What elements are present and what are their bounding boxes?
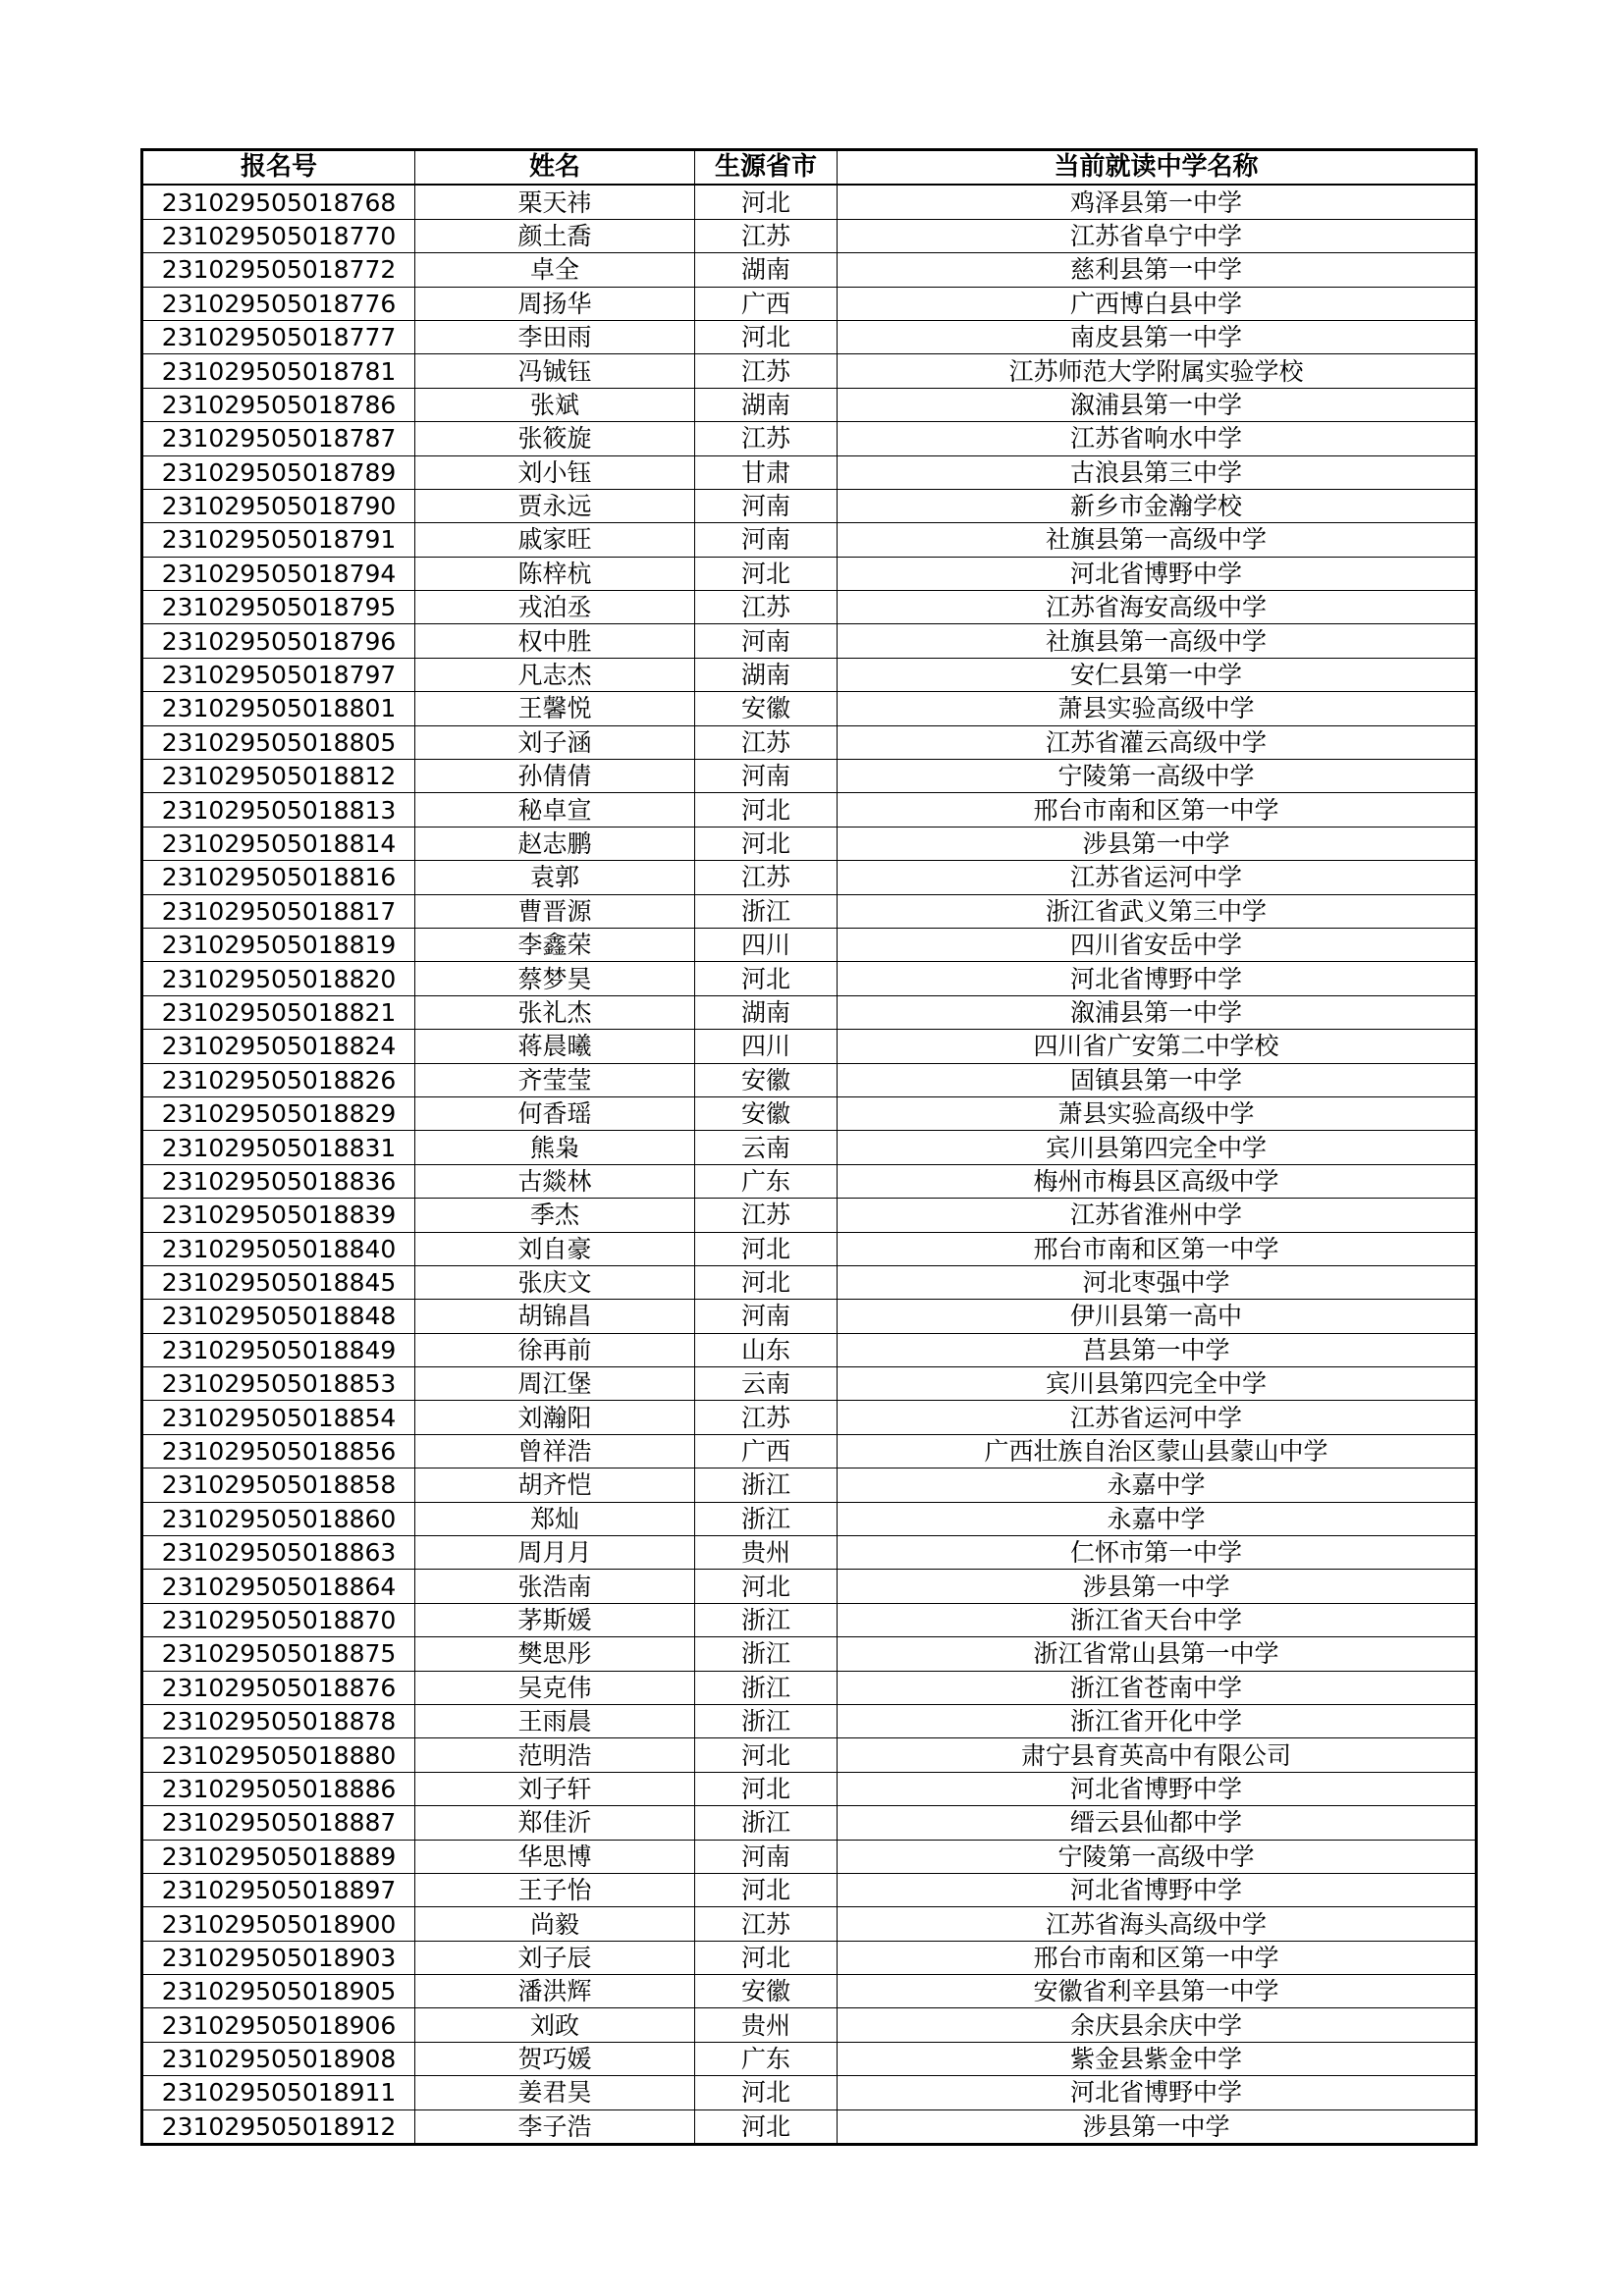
school-cell: 江苏师范大学附属实验学校 bbox=[838, 354, 1477, 388]
name-cell: 周扬华 bbox=[415, 287, 695, 320]
province-cell: 江苏 bbox=[695, 354, 838, 388]
registration-number-cell: 231029505018886 bbox=[142, 1772, 415, 1805]
table-row bbox=[142, 894, 1477, 928]
province-cell: 河北 bbox=[695, 1570, 838, 1603]
table-row bbox=[142, 995, 1477, 1029]
school-cell: 河北省博野中学 bbox=[838, 1772, 1477, 1805]
province-cell: 江苏 bbox=[695, 1401, 838, 1434]
table-row bbox=[142, 692, 1477, 725]
name-cell: 张浩南 bbox=[415, 1570, 695, 1603]
name-cell: 颜土喬 bbox=[415, 219, 695, 252]
school-cell: 邢台市南和区第一中学 bbox=[838, 1232, 1477, 1265]
registration-number-cell: 231029505018854 bbox=[142, 1401, 415, 1434]
table-row bbox=[142, 354, 1477, 388]
table-row bbox=[142, 725, 1477, 759]
name-cell: 张庆文 bbox=[415, 1265, 695, 1299]
school-cell: 社旗县第一高级中学 bbox=[838, 523, 1477, 557]
school-cell: 缙云县仙都中学 bbox=[838, 1806, 1477, 1840]
name-cell: 贺巧媛 bbox=[415, 2042, 695, 2075]
registration-number-cell: 231029505018795 bbox=[142, 591, 415, 624]
table-row bbox=[142, 388, 1477, 421]
school-cell: 河北省博野中学 bbox=[838, 2076, 1477, 2109]
province-cell: 广东 bbox=[695, 1164, 838, 1198]
province-cell: 安徽 bbox=[695, 692, 838, 725]
table-row bbox=[142, 827, 1477, 860]
table-row bbox=[142, 1772, 1477, 1805]
table-row bbox=[142, 1131, 1477, 1164]
province-cell: 河南 bbox=[695, 1840, 838, 1873]
registration-number-cell: 231029505018908 bbox=[142, 2042, 415, 2075]
province-cell: 河南 bbox=[695, 760, 838, 793]
registration-number-cell: 231029505018870 bbox=[142, 1603, 415, 1636]
province-cell: 江苏 bbox=[695, 219, 838, 252]
name-cell: 茅斯媛 bbox=[415, 1603, 695, 1636]
name-cell: 蒋晨曦 bbox=[415, 1030, 695, 1063]
registration-number-cell: 231029505018821 bbox=[142, 995, 415, 1029]
province-cell: 湖南 bbox=[695, 995, 838, 1029]
name-cell: 凡志杰 bbox=[415, 658, 695, 691]
table-row bbox=[142, 1164, 1477, 1198]
school-cell: 宾川县第四完全中学 bbox=[838, 1131, 1477, 1164]
table-row bbox=[142, 2076, 1477, 2109]
school-cell: 永嘉中学 bbox=[838, 1468, 1477, 1502]
registration-number-cell: 231029505018878 bbox=[142, 1704, 415, 1737]
registration-number-cell: 231029505018903 bbox=[142, 1941, 415, 1974]
table-row bbox=[142, 455, 1477, 489]
registration-number-cell: 231029505018791 bbox=[142, 523, 415, 557]
table-row bbox=[142, 1570, 1477, 1603]
province-cell: 浙江 bbox=[695, 1704, 838, 1737]
name-cell: 孙倩倩 bbox=[415, 760, 695, 793]
province-cell: 四川 bbox=[695, 1030, 838, 1063]
province-cell: 湖南 bbox=[695, 658, 838, 691]
name-cell: 戚家旺 bbox=[415, 523, 695, 557]
province-cell: 河北 bbox=[695, 1941, 838, 1974]
registration-number-cell: 231029505018856 bbox=[142, 1434, 415, 1468]
province-cell: 浙江 bbox=[695, 1603, 838, 1636]
registration-number-cell: 231029505018840 bbox=[142, 1232, 415, 1265]
registration-number-cell: 231029505018845 bbox=[142, 1265, 415, 1299]
table-row bbox=[142, 557, 1477, 590]
table-row bbox=[142, 489, 1477, 522]
name-cell: 李田雨 bbox=[415, 320, 695, 353]
province-cell: 安徽 bbox=[695, 1975, 838, 2008]
school-cell: 余庆县余庆中学 bbox=[838, 2008, 1477, 2042]
name-cell: 王馨悦 bbox=[415, 692, 695, 725]
table-row bbox=[142, 1738, 1477, 1772]
table-row bbox=[142, 422, 1477, 455]
school-cell: 梅州市梅县区高级中学 bbox=[838, 1164, 1477, 1198]
province-cell: 江苏 bbox=[695, 1199, 838, 1232]
name-cell: 冯铖钰 bbox=[415, 354, 695, 388]
school-cell: 伊川县第一高中 bbox=[838, 1300, 1477, 1333]
school-cell: 萧县实验高级中学 bbox=[838, 1096, 1477, 1130]
province-cell: 河北 bbox=[695, 557, 838, 590]
registration-number-cell: 231029505018849 bbox=[142, 1333, 415, 1366]
name-cell: 季杰 bbox=[415, 1199, 695, 1232]
school-cell: 河北省博野中学 bbox=[838, 1873, 1477, 1906]
school-cell: 江苏省阜宁中学 bbox=[838, 219, 1477, 252]
table-row bbox=[142, 320, 1477, 353]
registration-number-cell: 231029505018777 bbox=[142, 320, 415, 353]
registration-number-cell: 231029505018801 bbox=[142, 692, 415, 725]
table-row bbox=[142, 1840, 1477, 1873]
province-cell: 广东 bbox=[695, 2042, 838, 2075]
school-cell: 浙江省开化中学 bbox=[838, 1704, 1477, 1737]
registration-number-cell: 231029505018772 bbox=[142, 253, 415, 287]
name-cell: 贾永远 bbox=[415, 489, 695, 522]
name-cell: 樊思彤 bbox=[415, 1637, 695, 1671]
school-cell: 江苏省运河中学 bbox=[838, 1401, 1477, 1434]
registration-number-cell: 231029505018876 bbox=[142, 1671, 415, 1704]
name-cell: 权中胜 bbox=[415, 624, 695, 658]
school-cell: 浙江省武义第三中学 bbox=[838, 894, 1477, 928]
table-row bbox=[142, 793, 1477, 827]
name-cell: 王子怡 bbox=[415, 1873, 695, 1906]
table-row bbox=[142, 1333, 1477, 1366]
school-cell: 固镇县第一中学 bbox=[838, 1063, 1477, 1096]
name-cell: 古燚林 bbox=[415, 1164, 695, 1198]
header-school: 当前就读中学名称 bbox=[838, 150, 1477, 186]
table-row bbox=[142, 591, 1477, 624]
province-cell: 江苏 bbox=[695, 591, 838, 624]
registration-number-cell: 231029505018820 bbox=[142, 962, 415, 995]
registration-number-cell: 231029505018770 bbox=[142, 219, 415, 252]
province-cell: 浙江 bbox=[695, 894, 838, 928]
registration-number-cell: 231029505018889 bbox=[142, 1840, 415, 1873]
registration-number-cell: 231029505018786 bbox=[142, 388, 415, 421]
province-cell: 广西 bbox=[695, 1434, 838, 1468]
province-cell: 安徽 bbox=[695, 1096, 838, 1130]
table-row bbox=[142, 1907, 1477, 1941]
province-cell: 河北 bbox=[695, 320, 838, 353]
table-row bbox=[142, 185, 1477, 219]
school-cell: 安仁县第一中学 bbox=[838, 658, 1477, 691]
school-cell: 肃宁县育英高中有限公司 bbox=[838, 1738, 1477, 1772]
province-cell: 河南 bbox=[695, 489, 838, 522]
province-cell: 河南 bbox=[695, 523, 838, 557]
registration-number-cell: 231029505018794 bbox=[142, 557, 415, 590]
school-cell: 邢台市南和区第一中学 bbox=[838, 1941, 1477, 1974]
student-table bbox=[140, 148, 1478, 2146]
registration-number-cell: 231029505018858 bbox=[142, 1468, 415, 1502]
school-cell: 新乡市金瀚学校 bbox=[838, 489, 1477, 522]
registration-number-cell: 231029505018875 bbox=[142, 1637, 415, 1671]
province-cell: 贵州 bbox=[695, 2008, 838, 2042]
name-cell: 范明浩 bbox=[415, 1738, 695, 1772]
table-row bbox=[142, 1806, 1477, 1840]
province-cell: 云南 bbox=[695, 1367, 838, 1401]
school-cell: 仁怀市第一中学 bbox=[838, 1536, 1477, 1570]
registration-number-cell: 231029505018796 bbox=[142, 624, 415, 658]
registration-number-cell: 231029505018813 bbox=[142, 793, 415, 827]
school-cell: 浙江省天台中学 bbox=[838, 1603, 1477, 1636]
name-cell: 张礼杰 bbox=[415, 995, 695, 1029]
school-cell: 江苏省海头高级中学 bbox=[838, 1907, 1477, 1941]
name-cell: 齐莹莹 bbox=[415, 1063, 695, 1096]
name-cell: 刘子轩 bbox=[415, 1772, 695, 1805]
table-row bbox=[142, 1030, 1477, 1063]
name-cell: 熊枭 bbox=[415, 1131, 695, 1164]
header-registration-number: 报名号 bbox=[142, 150, 415, 186]
province-cell: 江苏 bbox=[695, 725, 838, 759]
table-row bbox=[142, 1941, 1477, 1974]
table-row bbox=[142, 1096, 1477, 1130]
name-cell: 潘洪辉 bbox=[415, 1975, 695, 2008]
name-cell: 张斌 bbox=[415, 388, 695, 421]
table-row bbox=[142, 1063, 1477, 1096]
table-row bbox=[142, 760, 1477, 793]
registration-number-cell: 231029505018814 bbox=[142, 827, 415, 860]
name-cell: 李鑫荣 bbox=[415, 928, 695, 961]
name-cell: 何香瑶 bbox=[415, 1096, 695, 1130]
province-cell: 河北 bbox=[695, 185, 838, 219]
school-cell: 四川省广安第二中学校 bbox=[838, 1030, 1477, 1063]
school-cell: 宾川县第四完全中学 bbox=[838, 1367, 1477, 1401]
name-cell: 华思博 bbox=[415, 1840, 695, 1873]
registration-number-cell: 231029505018768 bbox=[142, 185, 415, 219]
name-cell: 袁郭 bbox=[415, 861, 695, 894]
province-cell: 河北 bbox=[695, 2076, 838, 2109]
school-cell: 慈利县第一中学 bbox=[838, 253, 1477, 287]
province-cell: 湖南 bbox=[695, 388, 838, 421]
table-row bbox=[142, 1637, 1477, 1671]
school-cell: 江苏省海安高级中学 bbox=[838, 591, 1477, 624]
school-cell: 紫金县紫金中学 bbox=[838, 2042, 1477, 2075]
name-cell: 周江堡 bbox=[415, 1367, 695, 1401]
province-cell: 浙江 bbox=[695, 1468, 838, 1502]
name-cell: 刘政 bbox=[415, 2008, 695, 2042]
registration-number-cell: 231029505018805 bbox=[142, 725, 415, 759]
name-cell: 徐再前 bbox=[415, 1333, 695, 1366]
province-cell: 江苏 bbox=[695, 422, 838, 455]
province-cell: 河南 bbox=[695, 1300, 838, 1333]
table-header bbox=[142, 150, 1477, 186]
registration-number-cell: 231029505018880 bbox=[142, 1738, 415, 1772]
name-cell: 张筱旋 bbox=[415, 422, 695, 455]
registration-number-cell: 231029505018836 bbox=[142, 1164, 415, 1198]
name-cell: 刘瀚阳 bbox=[415, 1401, 695, 1434]
registration-number-cell: 231029505018897 bbox=[142, 1873, 415, 1906]
province-cell: 广西 bbox=[695, 287, 838, 320]
table-row bbox=[142, 1704, 1477, 1737]
school-cell: 江苏省运河中学 bbox=[838, 861, 1477, 894]
table-row bbox=[142, 1199, 1477, 1232]
school-cell: 社旗县第一高级中学 bbox=[838, 624, 1477, 658]
province-cell: 江苏 bbox=[695, 861, 838, 894]
name-cell: 戎泊丞 bbox=[415, 591, 695, 624]
registration-number-cell: 231029505018864 bbox=[142, 1570, 415, 1603]
table-body bbox=[142, 185, 1477, 2144]
school-cell: 溆浦县第一中学 bbox=[838, 388, 1477, 421]
province-cell: 山东 bbox=[695, 1333, 838, 1366]
table-row bbox=[142, 962, 1477, 995]
province-cell: 河北 bbox=[695, 1232, 838, 1265]
table-row bbox=[142, 1536, 1477, 1570]
school-cell: 古浪县第三中学 bbox=[838, 455, 1477, 489]
name-cell: 蔡梦昊 bbox=[415, 962, 695, 995]
table-row bbox=[142, 1265, 1477, 1299]
table-row bbox=[142, 1367, 1477, 1401]
name-cell: 曹晋源 bbox=[415, 894, 695, 928]
registration-number-cell: 231029505018839 bbox=[142, 1199, 415, 1232]
province-cell: 贵州 bbox=[695, 1536, 838, 1570]
school-cell: 涉县第一中学 bbox=[838, 2109, 1477, 2144]
school-cell: 江苏省响水中学 bbox=[838, 422, 1477, 455]
registration-number-cell: 231029505018790 bbox=[142, 489, 415, 522]
registration-number-cell: 231029505018776 bbox=[142, 287, 415, 320]
school-cell: 广西博白县中学 bbox=[838, 287, 1477, 320]
name-cell: 郑灿 bbox=[415, 1502, 695, 1535]
province-cell: 安徽 bbox=[695, 1063, 838, 1096]
name-cell: 吴克伟 bbox=[415, 1671, 695, 1704]
registration-number-cell: 231029505018912 bbox=[142, 2109, 415, 2144]
header-name: 姓名 bbox=[415, 150, 695, 186]
registration-number-cell: 231029505018829 bbox=[142, 1096, 415, 1130]
table-row bbox=[142, 1603, 1477, 1636]
school-cell: 邢台市南和区第一中学 bbox=[838, 793, 1477, 827]
table-row bbox=[142, 2109, 1477, 2144]
school-cell: 四川省安岳中学 bbox=[838, 928, 1477, 961]
table-row bbox=[142, 1232, 1477, 1265]
registration-number-cell: 231029505018812 bbox=[142, 760, 415, 793]
registration-number-cell: 231029505018887 bbox=[142, 1806, 415, 1840]
table-row bbox=[142, 1671, 1477, 1704]
school-cell: 安徽省利辛县第一中学 bbox=[838, 1975, 1477, 2008]
header-province: 生源省市 bbox=[695, 150, 838, 186]
registration-number-cell: 231029505018824 bbox=[142, 1030, 415, 1063]
name-cell: 王雨晨 bbox=[415, 1704, 695, 1737]
table-row bbox=[142, 1434, 1477, 1468]
name-cell: 尚毅 bbox=[415, 1907, 695, 1941]
table-row bbox=[142, 1300, 1477, 1333]
name-cell: 周月月 bbox=[415, 1536, 695, 1570]
school-cell: 浙江省苍南中学 bbox=[838, 1671, 1477, 1704]
registration-number-cell: 231029505018848 bbox=[142, 1300, 415, 1333]
registration-number-cell: 231029505018831 bbox=[142, 1131, 415, 1164]
school-cell: 涉县第一中学 bbox=[838, 827, 1477, 860]
province-cell: 云南 bbox=[695, 1131, 838, 1164]
name-cell: 曾祥浩 bbox=[415, 1434, 695, 1468]
school-cell: 涉县第一中学 bbox=[838, 1570, 1477, 1603]
table-row bbox=[142, 1873, 1477, 1906]
table-row bbox=[142, 1401, 1477, 1434]
school-cell: 广西壮族自治区蒙山县蒙山中学 bbox=[838, 1434, 1477, 1468]
school-cell: 永嘉中学 bbox=[838, 1502, 1477, 1535]
registration-number-cell: 231029505018863 bbox=[142, 1536, 415, 1570]
table-row bbox=[142, 1468, 1477, 1502]
school-cell: 宁陵第一高级中学 bbox=[838, 1840, 1477, 1873]
table-row bbox=[142, 658, 1477, 691]
registration-number-cell: 231029505018900 bbox=[142, 1907, 415, 1941]
province-cell: 河北 bbox=[695, 1265, 838, 1299]
registration-number-cell: 231029505018860 bbox=[142, 1502, 415, 1535]
registration-number-cell: 231029505018826 bbox=[142, 1063, 415, 1096]
name-cell: 姜君昊 bbox=[415, 2076, 695, 2109]
registration-number-cell: 231029505018905 bbox=[142, 1975, 415, 2008]
registration-number-cell: 231029505018906 bbox=[142, 2008, 415, 2042]
table-row bbox=[142, 523, 1477, 557]
name-cell: 郑佳沂 bbox=[415, 1806, 695, 1840]
province-cell: 浙江 bbox=[695, 1502, 838, 1535]
header-row bbox=[142, 150, 1477, 186]
name-cell: 刘自豪 bbox=[415, 1232, 695, 1265]
table-row bbox=[142, 861, 1477, 894]
registration-number-cell: 231029505018816 bbox=[142, 861, 415, 894]
school-cell: 浙江省常山县第一中学 bbox=[838, 1637, 1477, 1671]
registration-number-cell: 231029505018787 bbox=[142, 422, 415, 455]
table-row bbox=[142, 1502, 1477, 1535]
province-cell: 江苏 bbox=[695, 1907, 838, 1941]
province-cell: 甘肃 bbox=[695, 455, 838, 489]
province-cell: 河北 bbox=[695, 827, 838, 860]
table-row bbox=[142, 253, 1477, 287]
name-cell: 赵志鹏 bbox=[415, 827, 695, 860]
school-cell: 江苏省灌云高级中学 bbox=[838, 725, 1477, 759]
province-cell: 河北 bbox=[695, 1772, 838, 1805]
school-cell: 河北省博野中学 bbox=[838, 962, 1477, 995]
province-cell: 河北 bbox=[695, 1738, 838, 1772]
province-cell: 河北 bbox=[695, 2109, 838, 2144]
name-cell: 刘小钰 bbox=[415, 455, 695, 489]
registration-number-cell: 231029505018789 bbox=[142, 455, 415, 489]
province-cell: 湖南 bbox=[695, 253, 838, 287]
province-cell: 浙江 bbox=[695, 1806, 838, 1840]
school-cell: 南皮县第一中学 bbox=[838, 320, 1477, 353]
province-cell: 河北 bbox=[695, 793, 838, 827]
table-row bbox=[142, 2042, 1477, 2075]
name-cell: 刘子辰 bbox=[415, 1941, 695, 1974]
province-cell: 河北 bbox=[695, 1873, 838, 1906]
name-cell: 胡齐恺 bbox=[415, 1468, 695, 1502]
school-cell: 河北省博野中学 bbox=[838, 557, 1477, 590]
province-cell: 河南 bbox=[695, 624, 838, 658]
school-cell: 鸡泽县第一中学 bbox=[838, 185, 1477, 219]
table-row bbox=[142, 928, 1477, 961]
table-row bbox=[142, 2008, 1477, 2042]
province-cell: 四川 bbox=[695, 928, 838, 961]
registration-number-cell: 231029505018853 bbox=[142, 1367, 415, 1401]
name-cell: 秘卓宣 bbox=[415, 793, 695, 827]
name-cell: 卓全 bbox=[415, 253, 695, 287]
name-cell: 栗天祎 bbox=[415, 185, 695, 219]
registration-number-cell: 231029505018781 bbox=[142, 354, 415, 388]
table-row bbox=[142, 624, 1477, 658]
name-cell: 刘子涵 bbox=[415, 725, 695, 759]
school-cell: 宁陵第一高级中学 bbox=[838, 760, 1477, 793]
registration-number-cell: 231029505018911 bbox=[142, 2076, 415, 2109]
province-cell: 浙江 bbox=[695, 1671, 838, 1704]
school-cell: 萧县实验高级中学 bbox=[838, 692, 1477, 725]
table-row bbox=[142, 219, 1477, 252]
registration-number-cell: 231029505018817 bbox=[142, 894, 415, 928]
school-cell: 莒县第一中学 bbox=[838, 1333, 1477, 1366]
registration-number-cell: 231029505018797 bbox=[142, 658, 415, 691]
registration-number-cell: 231029505018819 bbox=[142, 928, 415, 961]
province-cell: 河北 bbox=[695, 962, 838, 995]
name-cell: 李子浩 bbox=[415, 2109, 695, 2144]
province-cell: 浙江 bbox=[695, 1637, 838, 1671]
table-row bbox=[142, 287, 1477, 320]
name-cell: 胡锦昌 bbox=[415, 1300, 695, 1333]
table-row bbox=[142, 1975, 1477, 2008]
school-cell: 河北枣强中学 bbox=[838, 1265, 1477, 1299]
school-cell: 溆浦县第一中学 bbox=[838, 995, 1477, 1029]
name-cell: 陈梓杭 bbox=[415, 557, 695, 590]
school-cell: 江苏省淮州中学 bbox=[838, 1199, 1477, 1232]
